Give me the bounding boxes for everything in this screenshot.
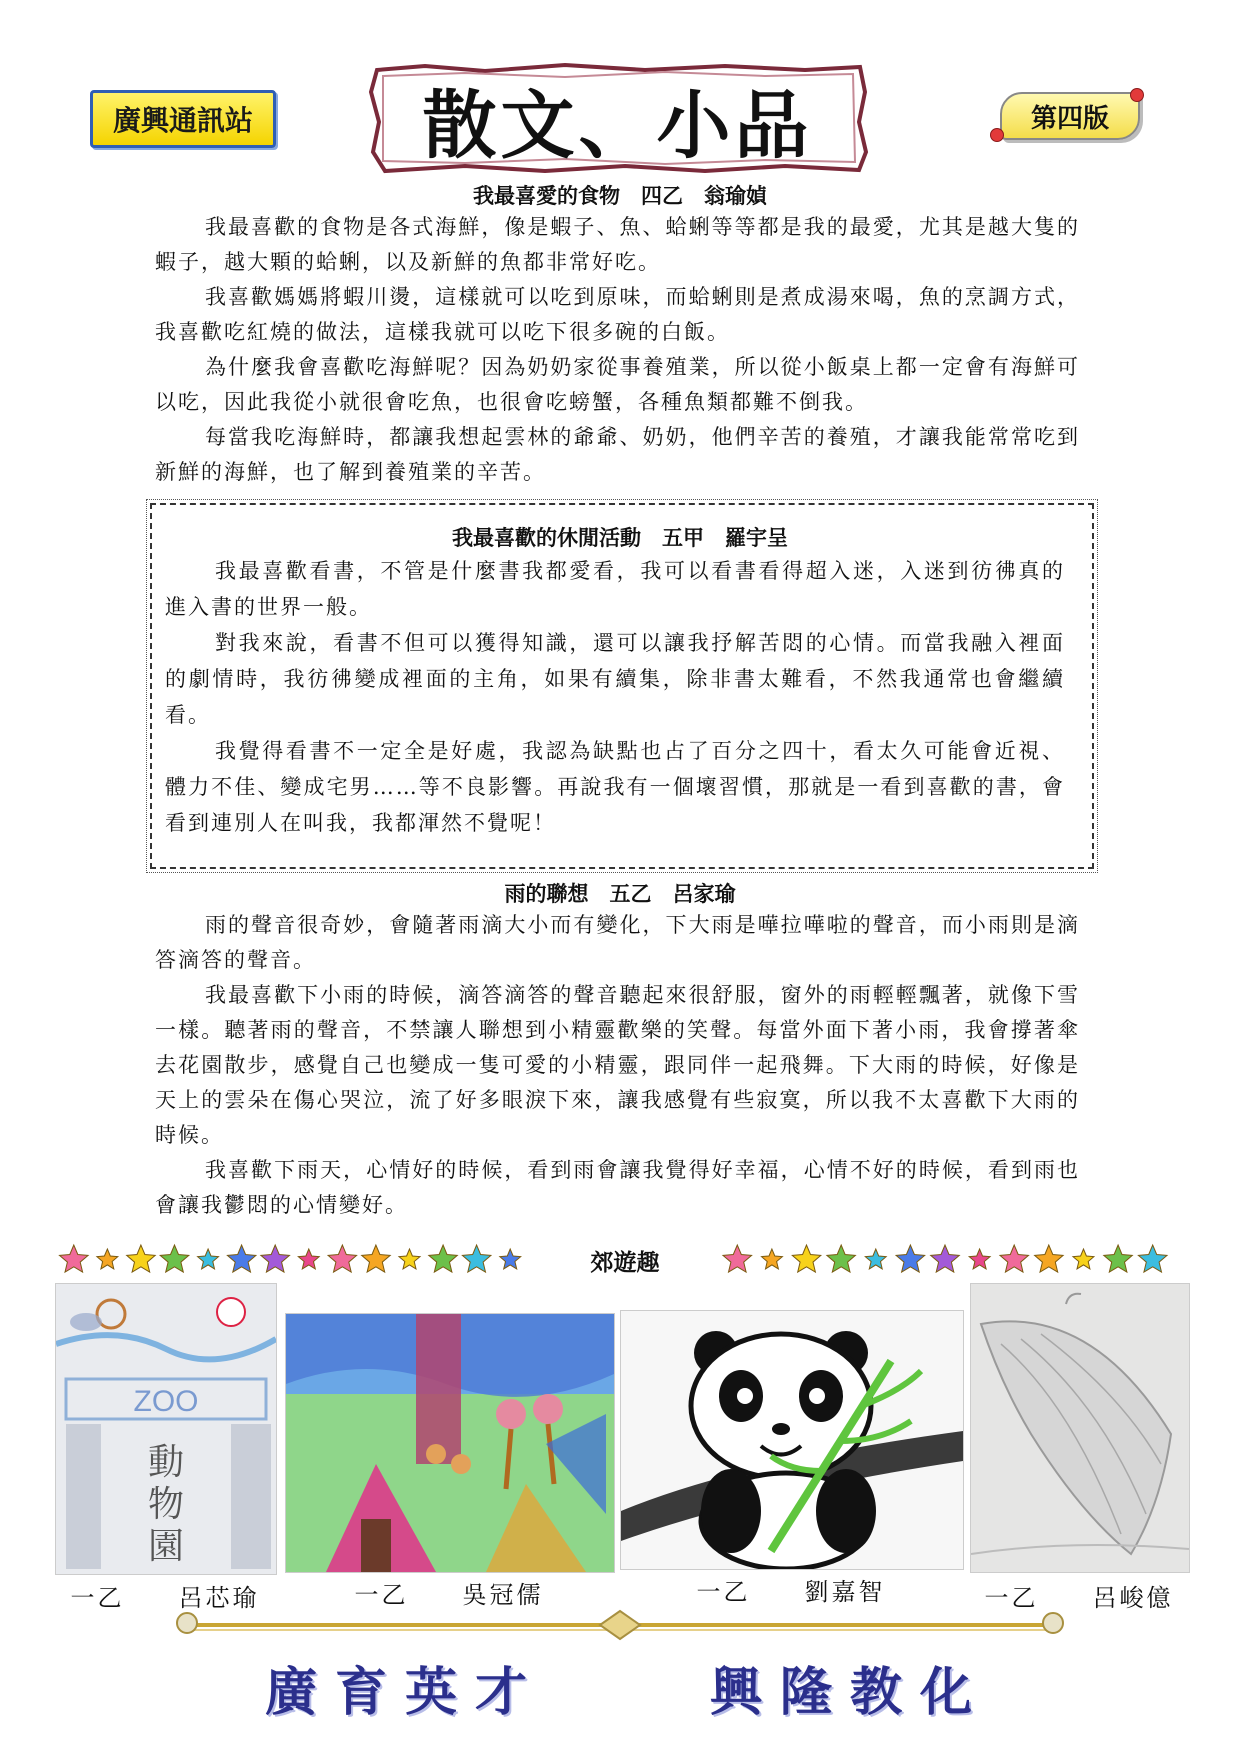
paragraph: 我最喜歡下小雨的時候，滴答滴答的聲音聽起來很舒服，窗外的雨輕輕飄著，就像下雪一樣。聽著雨的聲音，不禁讓人聯想到小精靈歡樂的笑聲。每當外面下著小雨，我會撐著傘去花園散步，感覺自己也變成一隻可愛的小精靈，跟同伴一起飛舞。下大雨的時候，好像是天上的雲朵在傷心哭泣，流了好多眼淚下來，讓我感覺有些寂寞，所以我不太喜歡下大雨的時候。	[155, 983, 1080, 1147]
article-body	[165, 553, 1065, 841]
motto-left: 廣育英才	[265, 1662, 546, 1723]
drawing-zoo	[55, 1283, 277, 1575]
decorative-dot	[1130, 88, 1144, 102]
star-icon	[462, 1245, 491, 1272]
paragraph: 每當我吃海鮮時，都讓我想起雲林的爺爺、奶奶，他們辛苦的養殖，才讓我能常常吃到新鮮的海鮮，也了解到養殖業的辛苦。	[155, 425, 1080, 484]
article-heading: 我最喜歡的休閒活動 五甲 羅宇呈	[452, 525, 788, 550]
star-icon	[827, 1245, 856, 1272]
section-title: 郊遊趣	[590, 1249, 660, 1276]
star-icon	[792, 1245, 821, 1272]
star-icon	[227, 1245, 256, 1272]
paragraph: 對我來說，看書不但可以獲得知識，還可以讓我抒解苦悶的心情。而當我融入裡面的劇情時，我彷彿變成裡面的主角，如果有續集，除非書太難看，不然我通常也會繼續看。	[165, 631, 1065, 727]
page-title: 散文、小品	[422, 83, 813, 169]
article-heading: 雨的聯想 五乙 呂家瑜	[504, 881, 736, 906]
newsletter-badge	[90, 90, 276, 148]
drawing-whale	[970, 1283, 1190, 1573]
star-icon	[1104, 1245, 1133, 1272]
star-icon	[1035, 1245, 1064, 1272]
footer-ornament	[175, 1605, 1065, 1645]
drawing-caption: 一乙 吳冠儒	[354, 1581, 544, 1609]
drawing-panda	[620, 1310, 964, 1570]
star-icon	[399, 1249, 420, 1269]
drawing-forest	[285, 1313, 615, 1573]
paragraph: 為什麼我會喜歡吃海鮮呢？因為奶奶家從事養殖業，所以從小飯桌上都一定會有海鮮可以吃，因此我從小就很會吃魚，也很會吃螃蟹，各種魚類都難不倒我。	[155, 355, 1080, 414]
star-icon	[97, 1249, 118, 1269]
star-icon	[298, 1249, 319, 1269]
star-icon	[328, 1245, 357, 1272]
star-icon	[429, 1245, 458, 1272]
star-icon	[362, 1245, 391, 1272]
paragraph: 我覺得看書不一定全是好處，我認為缺點也占了百分之四十，看太久可能會近視、體力不佳、變成宅男……等不良影響。再說我有一個壞習慣，那就是一看到喜歡的書，會看到連別人在叫我，我都渾然不覺呢！	[165, 739, 1065, 835]
star-icon	[198, 1249, 219, 1269]
star-icon	[1000, 1245, 1029, 1272]
zoo-sign-chars	[148, 1442, 184, 1567]
zoo-sign-text: ZOO	[133, 1385, 199, 1418]
newsletter-badge-label: 廣興通訊站	[112, 104, 253, 137]
star-icon	[969, 1249, 990, 1269]
article-body	[155, 210, 1080, 490]
star-border-right	[720, 1240, 1170, 1278]
star-icon	[1138, 1245, 1167, 1272]
paragraph: 雨的聲音很奇妙，會隨著雨滴大小而有變化，下大雨是嘩拉嘩啦的聲音，而小雨則是滴答滴答的聲音。	[155, 913, 1080, 972]
drawing-caption: 一乙 呂峻億	[984, 1584, 1174, 1612]
paragraph: 我最喜歡看書，不管是什麼書我都愛看，我可以看書看得超入迷，入迷到彷彿真的進入書的世界一般。	[165, 559, 1065, 619]
star-icon	[500, 1249, 521, 1269]
article-heading: 我最喜愛的食物 四乙 翁瑜媜	[473, 183, 767, 208]
drawing-caption: 一乙 劉嘉智	[696, 1578, 886, 1606]
star-icon	[762, 1249, 783, 1269]
star-icon	[60, 1245, 89, 1272]
article-body	[155, 908, 1080, 1223]
paragraph: 我喜歡下雨天，心情好的時候，看到雨會讓我覺得好幸福，心情不好的時候，看到雨也會讓我鬱悶的心情變好。	[155, 1158, 1080, 1217]
star-icon	[160, 1245, 189, 1272]
paragraph: 我最喜歡的食物是各式海鮮，像是蝦子、魚、蛤蜊等等都是我的最愛，尤其是越大隻的蝦子，越大顆的蛤蜊，以及新鮮的魚都非常好吃。	[155, 215, 1080, 274]
star-icon	[896, 1245, 925, 1272]
star-icon	[931, 1245, 960, 1272]
drawing-caption: 一乙 呂芯瑜	[70, 1584, 260, 1612]
decorative-dot	[990, 128, 1004, 142]
svg-text:動物園: 動物園	[147, 1442, 185, 1567]
star-icon	[1073, 1249, 1094, 1269]
star-icon	[261, 1245, 290, 1272]
edition-badge	[1000, 92, 1140, 140]
star-border-left	[57, 1240, 527, 1278]
paragraph: 我喜歡媽媽將蝦川燙，這樣就可以吃到原味，而蛤蜊則是煮成湯來喝，魚的烹調方式，我喜歡吃紅燒的做法，這樣我就可以吃下很多碗的白飯。	[155, 285, 1080, 344]
star-icon	[127, 1245, 156, 1272]
edition-badge-label: 第四版	[1030, 103, 1109, 134]
star-icon	[865, 1249, 886, 1269]
motto-right: 興隆教化	[710, 1662, 991, 1723]
star-icon	[723, 1245, 752, 1272]
